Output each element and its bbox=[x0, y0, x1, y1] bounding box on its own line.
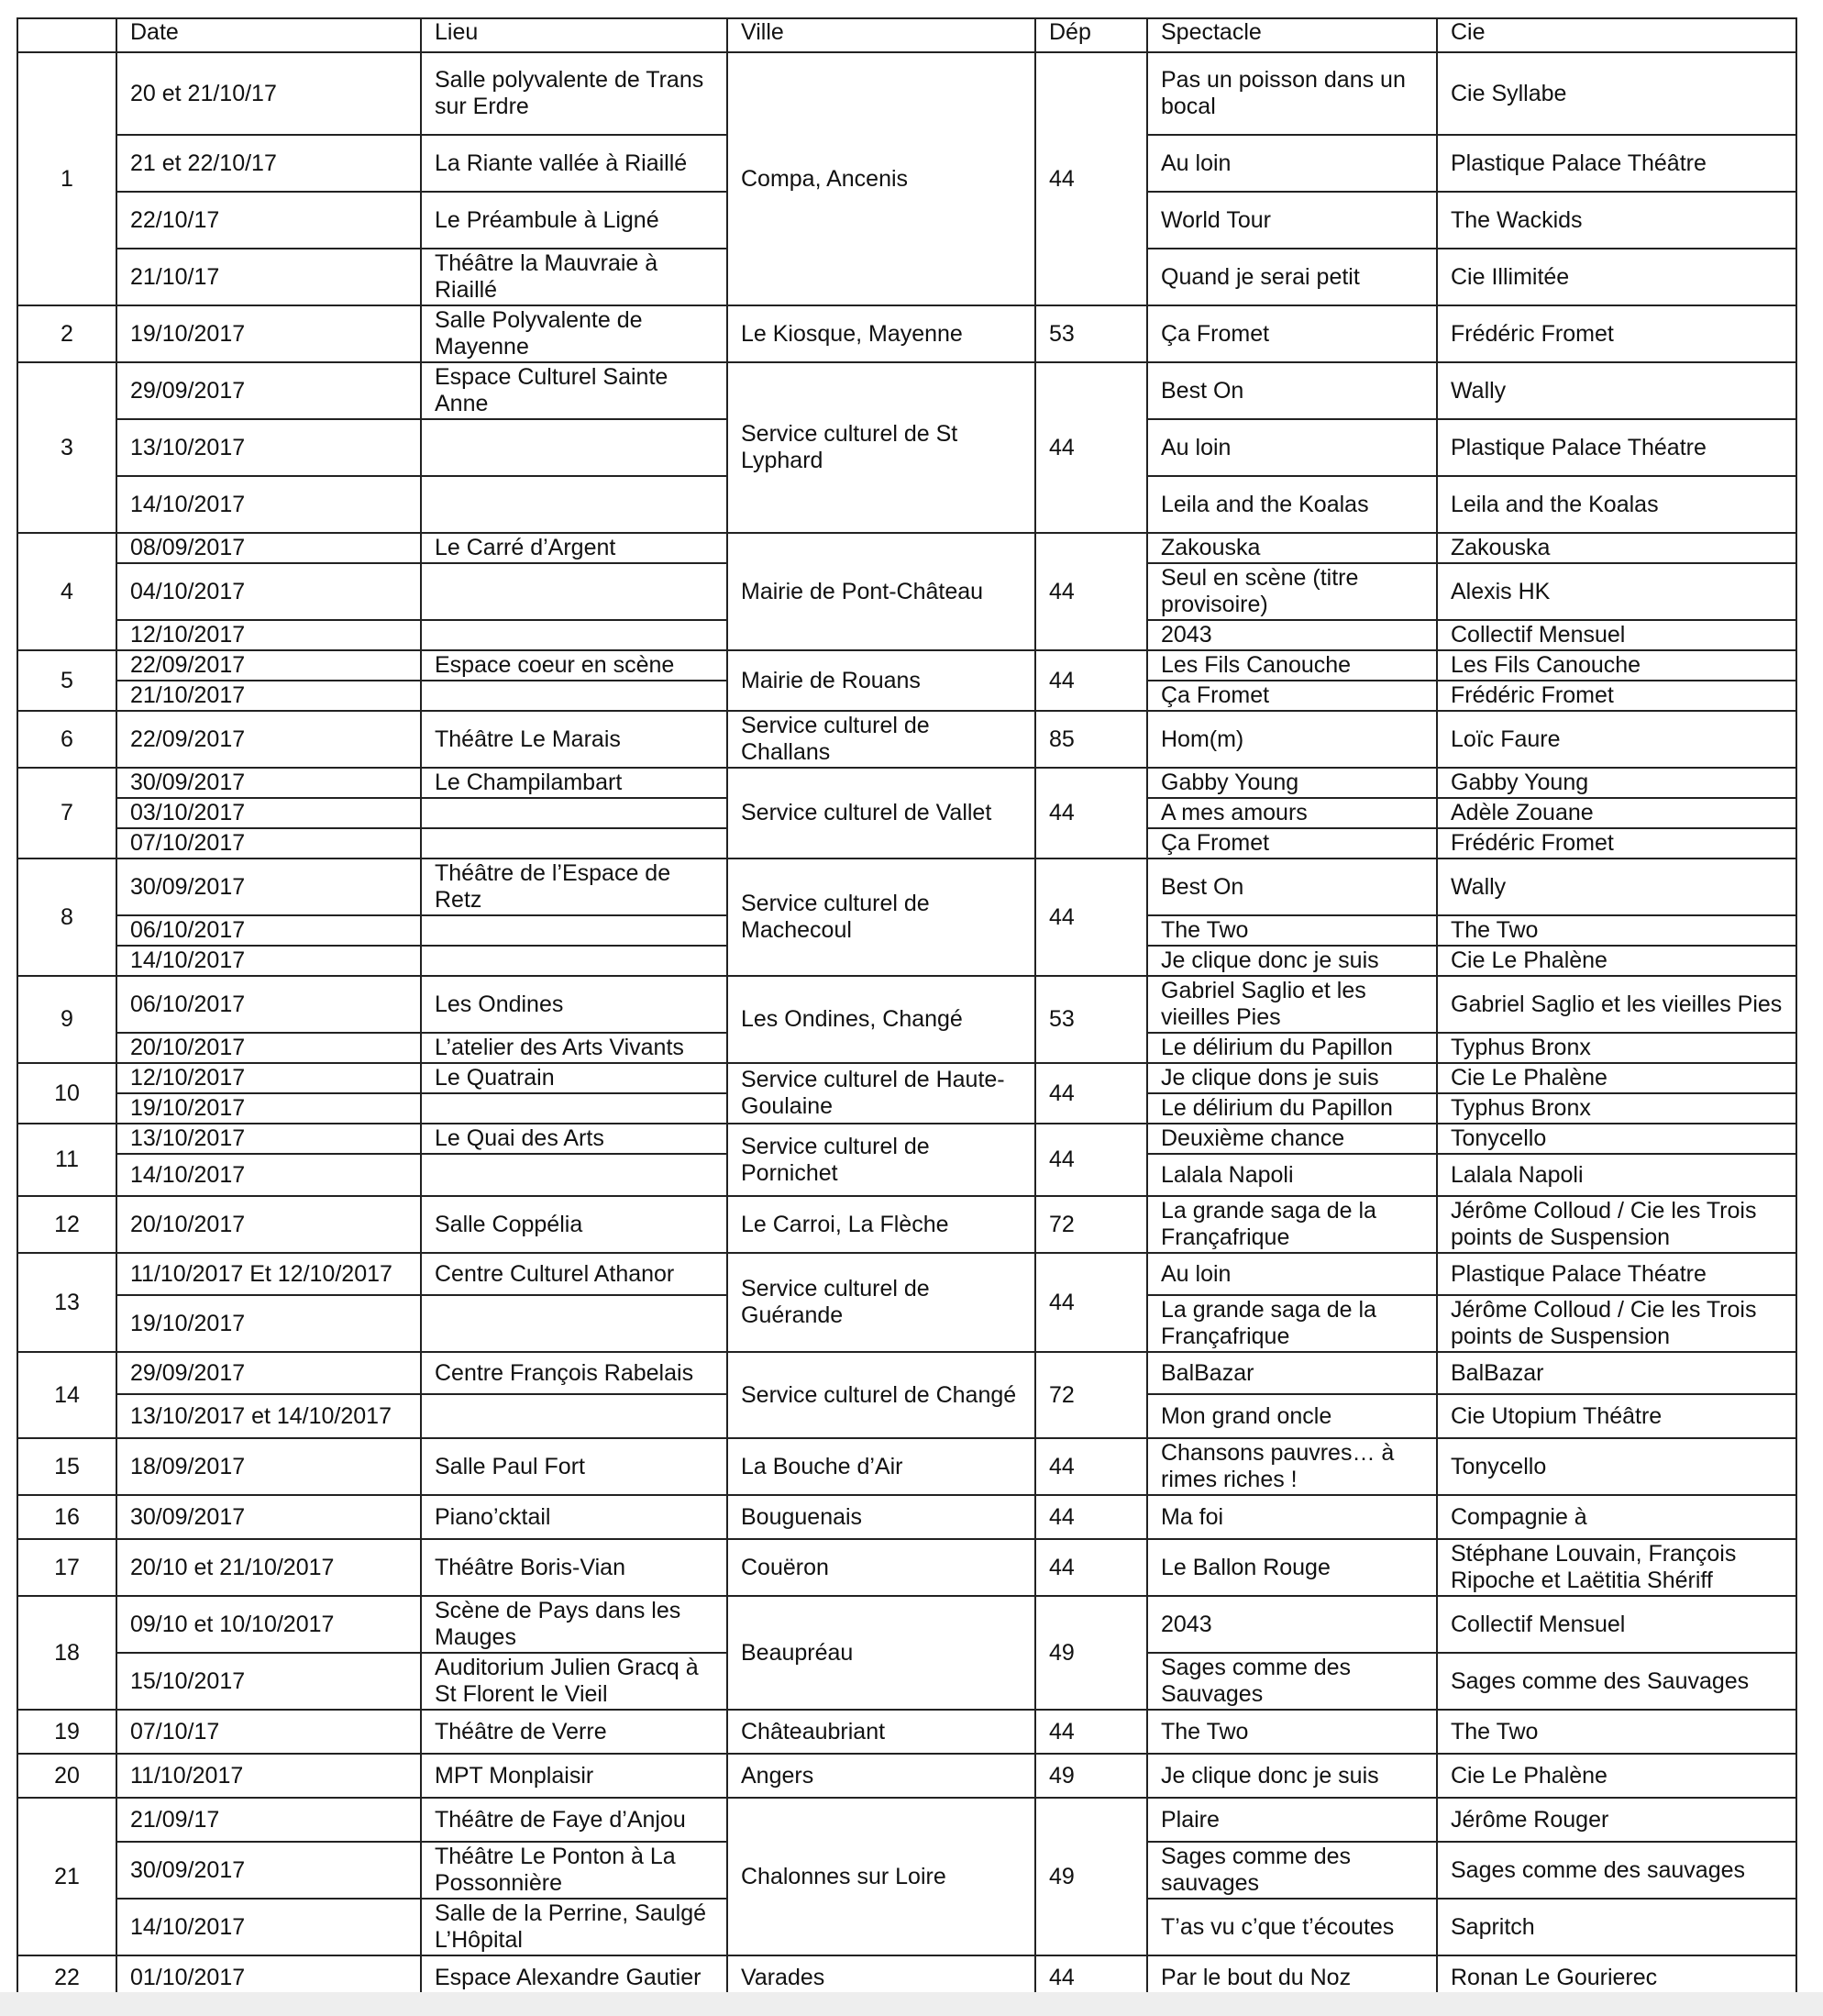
cell-dep: 44 bbox=[1035, 858, 1147, 976]
cell-dep: 53 bbox=[1035, 305, 1147, 362]
cell-date: 22/10/17 bbox=[116, 192, 421, 249]
cell-ville: Beaupréau bbox=[727, 1596, 1035, 1710]
cell-spectacle: Best On bbox=[1147, 858, 1437, 915]
cell-spectacle: BalBazar bbox=[1147, 1352, 1437, 1394]
cell-date: 06/10/2017 bbox=[116, 915, 421, 946]
table-row bbox=[17, 1438, 1796, 1495]
cell-date: 20 et 21/10/17 bbox=[116, 52, 421, 135]
cell-date: 21/09/17 bbox=[116, 1798, 421, 1842]
cell-cie: Plastique Palace Théatre bbox=[1437, 1253, 1796, 1295]
cell-date: 13/10/2017 bbox=[116, 419, 421, 476]
cell-spectacle: The Two bbox=[1147, 1710, 1437, 1754]
cell-lieu: Salle de la Perrine, Saulgé L’Hôpital bbox=[421, 1899, 727, 1955]
cell-lieu: Salle Coppélia bbox=[421, 1196, 727, 1253]
cell-date: 14/10/2017 bbox=[116, 946, 421, 976]
cell-spectacle: Ma foi bbox=[1147, 1495, 1437, 1539]
cell-lieu: Les Ondines bbox=[421, 976, 727, 1033]
cell-date: 30/09/2017 bbox=[116, 768, 421, 798]
cell-spectacle: Au loin bbox=[1147, 135, 1437, 192]
table-row bbox=[17, 711, 1796, 768]
cell-number: 3 bbox=[17, 362, 116, 533]
cell-cie: Cie Syllabe bbox=[1437, 52, 1796, 135]
cell-cie: Cie Le Phalène bbox=[1437, 1063, 1796, 1093]
table-row bbox=[17, 1253, 1796, 1295]
cell-cie: Gabriel Saglio et les vieilles Pies bbox=[1437, 976, 1796, 1033]
cell-spectacle: Au loin bbox=[1147, 1253, 1437, 1295]
cell-spectacle: La grande saga de la Françafrique bbox=[1147, 1196, 1437, 1253]
header-dep: Dép bbox=[1035, 18, 1147, 52]
cell-number: 16 bbox=[17, 1495, 116, 1539]
cell-spectacle: Ça Fromet bbox=[1147, 828, 1437, 858]
cell-spectacle: Plaire bbox=[1147, 1798, 1437, 1842]
cell-date: 01/10/2017 bbox=[116, 1955, 421, 1999]
cell-lieu bbox=[421, 915, 727, 946]
cell-spectacle: Le délirium du Papillon bbox=[1147, 1093, 1437, 1124]
cell-lieu bbox=[421, 1394, 727, 1438]
table-row bbox=[17, 362, 1796, 419]
cell-date: 30/09/2017 bbox=[116, 1842, 421, 1899]
cell-date: 14/10/2017 bbox=[116, 1899, 421, 1955]
header-cie: Cie bbox=[1437, 18, 1796, 52]
cell-spectacle: Pas un poisson dans un bocal bbox=[1147, 52, 1437, 135]
cell-cie: Cie Utopium Théâtre bbox=[1437, 1394, 1796, 1438]
cell-dep: 72 bbox=[1035, 1196, 1147, 1253]
header-number bbox=[17, 18, 116, 52]
cell-cie: Adèle Zouane bbox=[1437, 798, 1796, 828]
cell-spectacle: 2043 bbox=[1147, 620, 1437, 650]
cell-date: 13/10/2017 bbox=[116, 1124, 421, 1154]
table-row bbox=[17, 650, 1796, 681]
cell-lieu: Théâtre de Verre bbox=[421, 1710, 727, 1754]
cell-date: 07/10/17 bbox=[116, 1710, 421, 1754]
cell-spectacle: Ça Fromet bbox=[1147, 681, 1437, 711]
cell-ville: Mairie de Pont-Château bbox=[727, 533, 1035, 650]
cell-spectacle: A mes amours bbox=[1147, 798, 1437, 828]
cell-date: 19/10/2017 bbox=[116, 1093, 421, 1124]
cell-date: 22/09/2017 bbox=[116, 650, 421, 681]
cell-spectacle: Sages comme des Sauvages bbox=[1147, 1653, 1437, 1710]
cell-lieu: Salle Paul Fort bbox=[421, 1438, 727, 1495]
cell-number: 5 bbox=[17, 650, 116, 711]
table-row bbox=[17, 305, 1796, 362]
cell-lieu: Centre Culturel Athanor bbox=[421, 1253, 727, 1295]
cell-date: 20/10 et 21/10/2017 bbox=[116, 1539, 421, 1596]
cell-cie: The Two bbox=[1437, 915, 1796, 946]
cell-lieu: Le Champilambart bbox=[421, 768, 727, 798]
cell-cie: Loïc Faure bbox=[1437, 711, 1796, 768]
header-spectacle: Spectacle bbox=[1147, 18, 1437, 52]
cell-lieu: MPT Monplaisir bbox=[421, 1754, 727, 1798]
table-row bbox=[17, 1124, 1796, 1154]
cell-lieu: Auditorium Julien Gracq à St Florent le Vieil bbox=[421, 1653, 727, 1710]
cell-ville: Service culturel de Challans bbox=[727, 711, 1035, 768]
cell-spectacle: World Tour bbox=[1147, 192, 1437, 249]
cell-date: 19/10/2017 bbox=[116, 305, 421, 362]
cell-cie: Ronan Le Gourierec bbox=[1437, 1955, 1796, 1999]
page-bottom-band bbox=[0, 1992, 1823, 2016]
cell-ville: Service culturel de Guérande bbox=[727, 1253, 1035, 1352]
table-row bbox=[17, 1596, 1796, 1653]
cell-date: 06/10/2017 bbox=[116, 976, 421, 1033]
cell-date: 19/10/2017 bbox=[116, 1295, 421, 1352]
cell-spectacle: Quand je serai petit bbox=[1147, 249, 1437, 305]
cell-spectacle: Chansons pauvres… à rimes riches ! bbox=[1147, 1438, 1437, 1495]
cell-ville: La Bouche d’Air bbox=[727, 1438, 1035, 1495]
cell-cie: BalBazar bbox=[1437, 1352, 1796, 1394]
cell-dep: 44 bbox=[1035, 52, 1147, 305]
cell-number: 21 bbox=[17, 1798, 116, 1955]
cell-cie: Jérôme Colloud / Cie les Trois points de Suspension bbox=[1437, 1196, 1796, 1253]
cell-number: 19 bbox=[17, 1710, 116, 1754]
cell-cie: Frédéric Fromet bbox=[1437, 305, 1796, 362]
cell-dep: 53 bbox=[1035, 976, 1147, 1063]
cell-lieu bbox=[421, 1154, 727, 1196]
cell-ville: Angers bbox=[727, 1754, 1035, 1798]
cell-ville: Compa, Ancenis bbox=[727, 52, 1035, 305]
cell-lieu: Théâtre Boris-Vian bbox=[421, 1539, 727, 1596]
cell-lieu: Piano’cktail bbox=[421, 1495, 727, 1539]
cell-dep: 44 bbox=[1035, 650, 1147, 711]
cell-number: 22 bbox=[17, 1955, 116, 1999]
cell-spectacle: Sages comme des sauvages bbox=[1147, 1842, 1437, 1899]
cell-dep: 44 bbox=[1035, 768, 1147, 858]
cell-lieu: Théâtre de l’Espace de Retz bbox=[421, 858, 727, 915]
cell-spectacle: The Two bbox=[1147, 915, 1437, 946]
cell-lieu: Salle Polyvalente de Mayenne bbox=[421, 305, 727, 362]
program-table bbox=[17, 17, 1797, 2000]
cell-spectacle: Au loin bbox=[1147, 419, 1437, 476]
cell-ville: Service culturel de Machecoul bbox=[727, 858, 1035, 976]
header-date: Date bbox=[116, 18, 421, 52]
cell-number: 8 bbox=[17, 858, 116, 976]
cell-number: 14 bbox=[17, 1352, 116, 1438]
cell-date: 12/10/2017 bbox=[116, 620, 421, 650]
cell-dep: 44 bbox=[1035, 1124, 1147, 1196]
cell-spectacle: Deuxième chance bbox=[1147, 1124, 1437, 1154]
header-ville: Ville bbox=[727, 18, 1035, 52]
cell-dep: 44 bbox=[1035, 1955, 1147, 1999]
cell-cie: Cie Le Phalène bbox=[1437, 1754, 1796, 1798]
cell-number: 17 bbox=[17, 1539, 116, 1596]
cell-date: 12/10/2017 bbox=[116, 1063, 421, 1093]
cell-number: 13 bbox=[17, 1253, 116, 1352]
cell-date: 14/10/2017 bbox=[116, 476, 421, 533]
cell-cie: Sages comme des Sauvages bbox=[1437, 1653, 1796, 1710]
cell-number: 15 bbox=[17, 1438, 116, 1495]
cell-lieu: Théâtre la Mauvraie à Riaillé bbox=[421, 249, 727, 305]
cell-lieu: L’atelier des Arts Vivants bbox=[421, 1033, 727, 1063]
cell-lieu bbox=[421, 681, 727, 711]
cell-date: 22/09/2017 bbox=[116, 711, 421, 768]
cell-spectacle: Gabriel Saglio et les vieilles Pies bbox=[1147, 976, 1437, 1033]
cell-number: 1 bbox=[17, 52, 116, 305]
cell-spectacle: Les Fils Canouche bbox=[1147, 650, 1437, 681]
cell-lieu: Théâtre de Faye d’Anjou bbox=[421, 1798, 727, 1842]
cell-spectacle: Je clique donc je suis bbox=[1147, 1754, 1437, 1798]
cell-cie: Collectif Mensuel bbox=[1437, 1596, 1796, 1653]
cell-spectacle: Le Ballon Rouge bbox=[1147, 1539, 1437, 1596]
cell-dep: 44 bbox=[1035, 362, 1147, 533]
cell-spectacle: Mon grand oncle bbox=[1147, 1394, 1437, 1438]
cell-cie: Gabby Young bbox=[1437, 768, 1796, 798]
cell-date: 30/09/2017 bbox=[116, 858, 421, 915]
cell-lieu: Espace Culturel Sainte Anne bbox=[421, 362, 727, 419]
cell-number: 18 bbox=[17, 1596, 116, 1710]
cell-ville: Chalonnes sur Loire bbox=[727, 1798, 1035, 1955]
cell-date: 03/10/2017 bbox=[116, 798, 421, 828]
cell-cie: The Two bbox=[1437, 1710, 1796, 1754]
cell-lieu: Scène de Pays dans les Mauges bbox=[421, 1596, 727, 1653]
cell-date: 07/10/2017 bbox=[116, 828, 421, 858]
cell-lieu: Espace coeur en scène bbox=[421, 650, 727, 681]
cell-lieu: Le Carré d’Argent bbox=[421, 533, 727, 563]
cell-ville: Service culturel de Haute-Goulaine bbox=[727, 1063, 1035, 1124]
cell-dep: 44 bbox=[1035, 533, 1147, 650]
cell-number: 9 bbox=[17, 976, 116, 1063]
cell-lieu: La Riante vallée à Riaillé bbox=[421, 135, 727, 192]
cell-lieu: Le Préambule à Ligné bbox=[421, 192, 727, 249]
table-row bbox=[17, 768, 1796, 798]
cell-number: 20 bbox=[17, 1754, 116, 1798]
cell-lieu bbox=[421, 563, 727, 620]
cell-spectacle: Ça Fromet bbox=[1147, 305, 1437, 362]
cell-ville: Les Ondines, Changé bbox=[727, 976, 1035, 1063]
cell-dep: 72 bbox=[1035, 1352, 1147, 1438]
cell-cie: Collectif Mensuel bbox=[1437, 620, 1796, 650]
cell-cie: Wally bbox=[1437, 858, 1796, 915]
cell-dep: 44 bbox=[1035, 1253, 1147, 1352]
cell-spectacle: Zakouska bbox=[1147, 533, 1437, 563]
cell-date: 21/10/17 bbox=[116, 249, 421, 305]
cell-cie: Stéphane Louvain, François Ripoche et Laëtitia Shériff bbox=[1437, 1539, 1796, 1596]
cell-dep: 49 bbox=[1035, 1798, 1147, 1955]
table-row bbox=[17, 1495, 1796, 1539]
cell-dep: 44 bbox=[1035, 1438, 1147, 1495]
cell-number: 10 bbox=[17, 1063, 116, 1124]
table-row bbox=[17, 976, 1796, 1033]
cell-lieu bbox=[421, 946, 727, 976]
cell-date: 18/09/2017 bbox=[116, 1438, 421, 1495]
cell-date: 21 et 22/10/17 bbox=[116, 135, 421, 192]
cell-number: 6 bbox=[17, 711, 116, 768]
cell-date: 13/10/2017 et 14/10/2017 bbox=[116, 1394, 421, 1438]
cell-dep: 49 bbox=[1035, 1754, 1147, 1798]
cell-cie: Plastique Palace Théâtre bbox=[1437, 135, 1796, 192]
cell-ville: Varades bbox=[727, 1955, 1035, 1999]
cell-cie: Les Fils Canouche bbox=[1437, 650, 1796, 681]
cell-ville: Service culturel de Vallet bbox=[727, 768, 1035, 858]
cell-spectacle: Je clique dons je suis bbox=[1147, 1063, 1437, 1093]
cell-date: 11/10/2017 bbox=[116, 1754, 421, 1798]
cell-date: 29/09/2017 bbox=[116, 362, 421, 419]
table-row bbox=[17, 1063, 1796, 1093]
cell-cie: Cie Le Phalène bbox=[1437, 946, 1796, 976]
cell-cie: Typhus Bronx bbox=[1437, 1033, 1796, 1063]
cell-date: 29/09/2017 bbox=[116, 1352, 421, 1394]
cell-cie: Sapritch bbox=[1437, 1899, 1796, 1955]
cell-spectacle: Le délirium du Papillon bbox=[1147, 1033, 1437, 1063]
cell-ville: Service culturel de Changé bbox=[727, 1352, 1035, 1438]
cell-cie: Frédéric Fromet bbox=[1437, 681, 1796, 711]
cell-dep: 44 bbox=[1035, 1539, 1147, 1596]
table-row bbox=[17, 1196, 1796, 1253]
cell-lieu bbox=[421, 798, 727, 828]
cell-cie: Frédéric Fromet bbox=[1437, 828, 1796, 858]
cell-spectacle: Gabby Young bbox=[1147, 768, 1437, 798]
cell-dep: 85 bbox=[1035, 711, 1147, 768]
cell-lieu bbox=[421, 1093, 727, 1124]
table-row bbox=[17, 1754, 1796, 1798]
cell-cie: The Wackids bbox=[1437, 192, 1796, 249]
cell-ville: Couëron bbox=[727, 1539, 1035, 1596]
cell-date: 08/09/2017 bbox=[116, 533, 421, 563]
cell-cie: Alexis HK bbox=[1437, 563, 1796, 620]
cell-spectacle: 2043 bbox=[1147, 1596, 1437, 1653]
table-row bbox=[17, 52, 1796, 135]
cell-spectacle: Par le bout du Noz bbox=[1147, 1955, 1437, 1999]
table-row bbox=[17, 1798, 1796, 1842]
cell-ville: Le Kiosque, Mayenne bbox=[727, 305, 1035, 362]
cell-number: 4 bbox=[17, 533, 116, 650]
cell-date: 14/10/2017 bbox=[116, 1154, 421, 1196]
cell-date: 30/09/2017 bbox=[116, 1495, 421, 1539]
cell-date: 09/10 et 10/10/2017 bbox=[116, 1596, 421, 1653]
cell-date: 15/10/2017 bbox=[116, 1653, 421, 1710]
cell-spectacle: Hom(m) bbox=[1147, 711, 1437, 768]
cell-lieu: Centre François Rabelais bbox=[421, 1352, 727, 1394]
cell-dep: 44 bbox=[1035, 1063, 1147, 1124]
cell-cie: Tonycello bbox=[1437, 1438, 1796, 1495]
table-row bbox=[17, 858, 1796, 915]
cell-cie: Plastique Palace Théatre bbox=[1437, 419, 1796, 476]
cell-date: 04/10/2017 bbox=[116, 563, 421, 620]
cell-ville: Service culturel de Pornichet bbox=[727, 1124, 1035, 1196]
cell-number: 12 bbox=[17, 1196, 116, 1253]
header-row bbox=[17, 18, 1796, 52]
cell-ville: Service culturel de St Lyphard bbox=[727, 362, 1035, 533]
table-row bbox=[17, 1352, 1796, 1394]
cell-number: 2 bbox=[17, 305, 116, 362]
table-row bbox=[17, 1539, 1796, 1596]
cell-ville: Châteaubriant bbox=[727, 1710, 1035, 1754]
cell-cie: Compagnie à bbox=[1437, 1495, 1796, 1539]
cell-lieu bbox=[421, 1295, 727, 1352]
cell-lieu bbox=[421, 620, 727, 650]
cell-dep: 49 bbox=[1035, 1596, 1147, 1710]
cell-lieu: Le Quai des Arts bbox=[421, 1124, 727, 1154]
cell-spectacle: Seul en scène (titre provisoire) bbox=[1147, 563, 1437, 620]
header-lieu: Lieu bbox=[421, 18, 727, 52]
cell-cie: Lalala Napoli bbox=[1437, 1154, 1796, 1196]
cell-cie: Cie Illimitée bbox=[1437, 249, 1796, 305]
cell-date: 11/10/2017 Et 12/10/2017 bbox=[116, 1253, 421, 1295]
cell-lieu: Théâtre Le Ponton à La Possonnière bbox=[421, 1842, 727, 1899]
cell-ville: Le Carroi, La Flèche bbox=[727, 1196, 1035, 1253]
cell-lieu: Espace Alexandre Gautier bbox=[421, 1955, 727, 1999]
cell-dep: 44 bbox=[1035, 1710, 1147, 1754]
cell-lieu: Théâtre Le Marais bbox=[421, 711, 727, 768]
cell-date: 21/10/2017 bbox=[116, 681, 421, 711]
cell-cie: Zakouska bbox=[1437, 533, 1796, 563]
cell-spectacle: Je clique donc je suis bbox=[1147, 946, 1437, 976]
cell-cie: Jérôme Colloud / Cie les Trois points de Suspension bbox=[1437, 1295, 1796, 1352]
cell-spectacle: Best On bbox=[1147, 362, 1437, 419]
cell-lieu: Salle polyvalente de Trans sur Erdre bbox=[421, 52, 727, 135]
cell-spectacle: La grande saga de la Françafrique bbox=[1147, 1295, 1437, 1352]
cell-cie: Sages comme des sauvages bbox=[1437, 1842, 1796, 1899]
cell-number: 7 bbox=[17, 768, 116, 858]
cell-cie: Jérôme Rouger bbox=[1437, 1798, 1796, 1842]
cell-lieu: Le Quatrain bbox=[421, 1063, 727, 1093]
cell-date: 20/10/2017 bbox=[116, 1196, 421, 1253]
cell-ville: Mairie de Rouans bbox=[727, 650, 1035, 711]
cell-cie: Tonycello bbox=[1437, 1124, 1796, 1154]
cell-spectacle: Lalala Napoli bbox=[1147, 1154, 1437, 1196]
table-row bbox=[17, 1710, 1796, 1754]
cell-lieu bbox=[421, 476, 727, 533]
cell-cie: Leila and the Koalas bbox=[1437, 476, 1796, 533]
cell-date: 20/10/2017 bbox=[116, 1033, 421, 1063]
cell-number: 11 bbox=[17, 1124, 116, 1196]
table-row bbox=[17, 533, 1796, 563]
cell-ville: Bouguenais bbox=[727, 1495, 1035, 1539]
cell-lieu bbox=[421, 828, 727, 858]
cell-spectacle: T’as vu c’que t’écoutes bbox=[1147, 1899, 1437, 1955]
cell-spectacle: Leila and the Koalas bbox=[1147, 476, 1437, 533]
cell-lieu bbox=[421, 419, 727, 476]
cell-cie: Typhus Bronx bbox=[1437, 1093, 1796, 1124]
cell-dep: 44 bbox=[1035, 1495, 1147, 1539]
cell-cie: Wally bbox=[1437, 362, 1796, 419]
